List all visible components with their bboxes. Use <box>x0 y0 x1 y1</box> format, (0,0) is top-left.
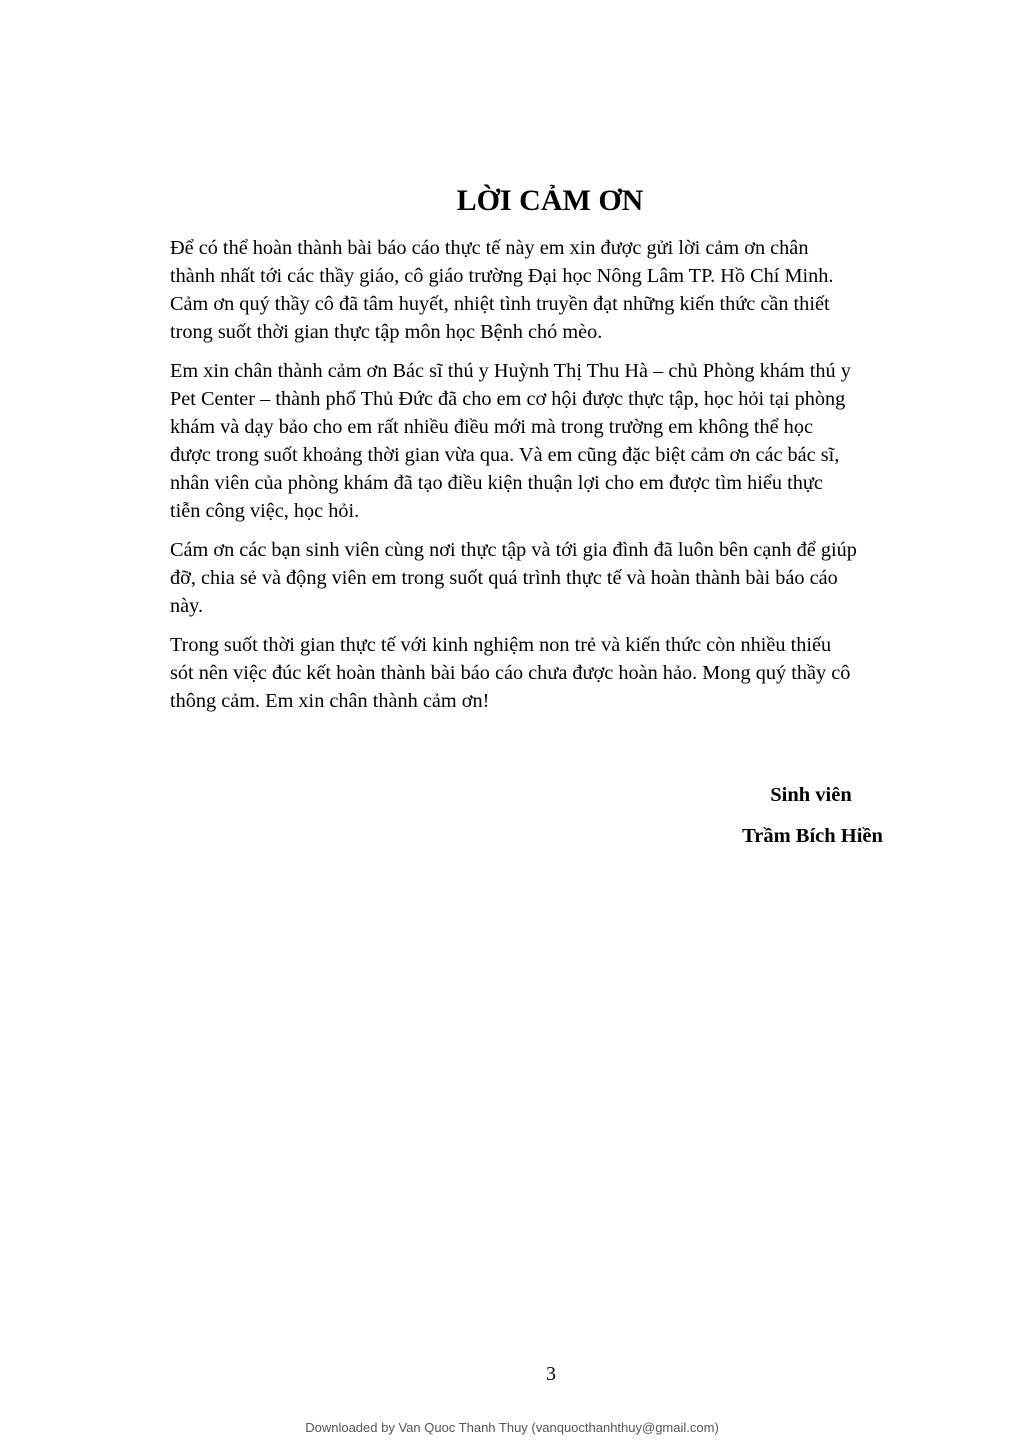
acknowledgement-body <box>170 234 940 726</box>
paragraph-2: Em xin chân thành cảm ơn Bác sĩ thú y Huỳnh Thị Thu Hà – chủ Phòng khám thú y Pet Center – thành phố Thủ Đức đã cho em cơ hội được thực tập, học hỏi tại phòng khám và dạy bảo cho em rất nhiều điều mới mà trong trường em không thể học được trong suốt khoảng thời gian vừa qua. Và em cũng đặc biệt cảm ơn các bác sĩ, nhân viên của phòng khám đã tạo điều kiện thuận lợi cho em được tìm hiểu thực tiễn công việc, học hỏi. <box>170 360 851 522</box>
paragraph-1: Để có thể hoàn thành bài báo cáo thực tế này em xin được gửi lời cảm ơn chân thành nhất tới các thầy giáo, cô giáo trường Đại học Nông Lâm TP. Hồ Chí Minh. Cảm ơn quý thầy cô đã tâm huyết, nhiệt tình truyền đạt những kiến thức cần thiết trong suốt thời gian thực tập môn học Bệnh chó mèo. <box>170 237 834 343</box>
download-footer: Downloaded by Van Quoc Thanh Thuy (vanquocthanhthuy@gmail.com) <box>305 1420 719 1435</box>
page-title: LỜI CẢM ƠN <box>456 184 644 217</box>
paragraph-4: Trong suốt thời gian thực tế với kinh nghiệm non trẻ và kiến thức còn nhiều thiếu sót nên việc đúc kết hoàn thành bài báo cáo chưa được hoàn hảo. Mong quý thầy cô thông cảm. Em xin chân thành cảm ơn! <box>170 634 851 712</box>
signature-role: Sinh viên <box>770 784 852 806</box>
page-number: 3 <box>546 1363 556 1385</box>
signature-name: Trầm Bích Hiền <box>742 825 883 847</box>
paragraph-3: Cám ơn các bạn sinh viên cùng nơi thực tập và tới gia đình đã luôn bên cạnh để giúp đỡ, chia sẻ và động viên em trong suốt quá trình thực tế và hoàn thành bài báo cáo này. <box>170 539 857 617</box>
signature-block <box>700 782 920 849</box>
